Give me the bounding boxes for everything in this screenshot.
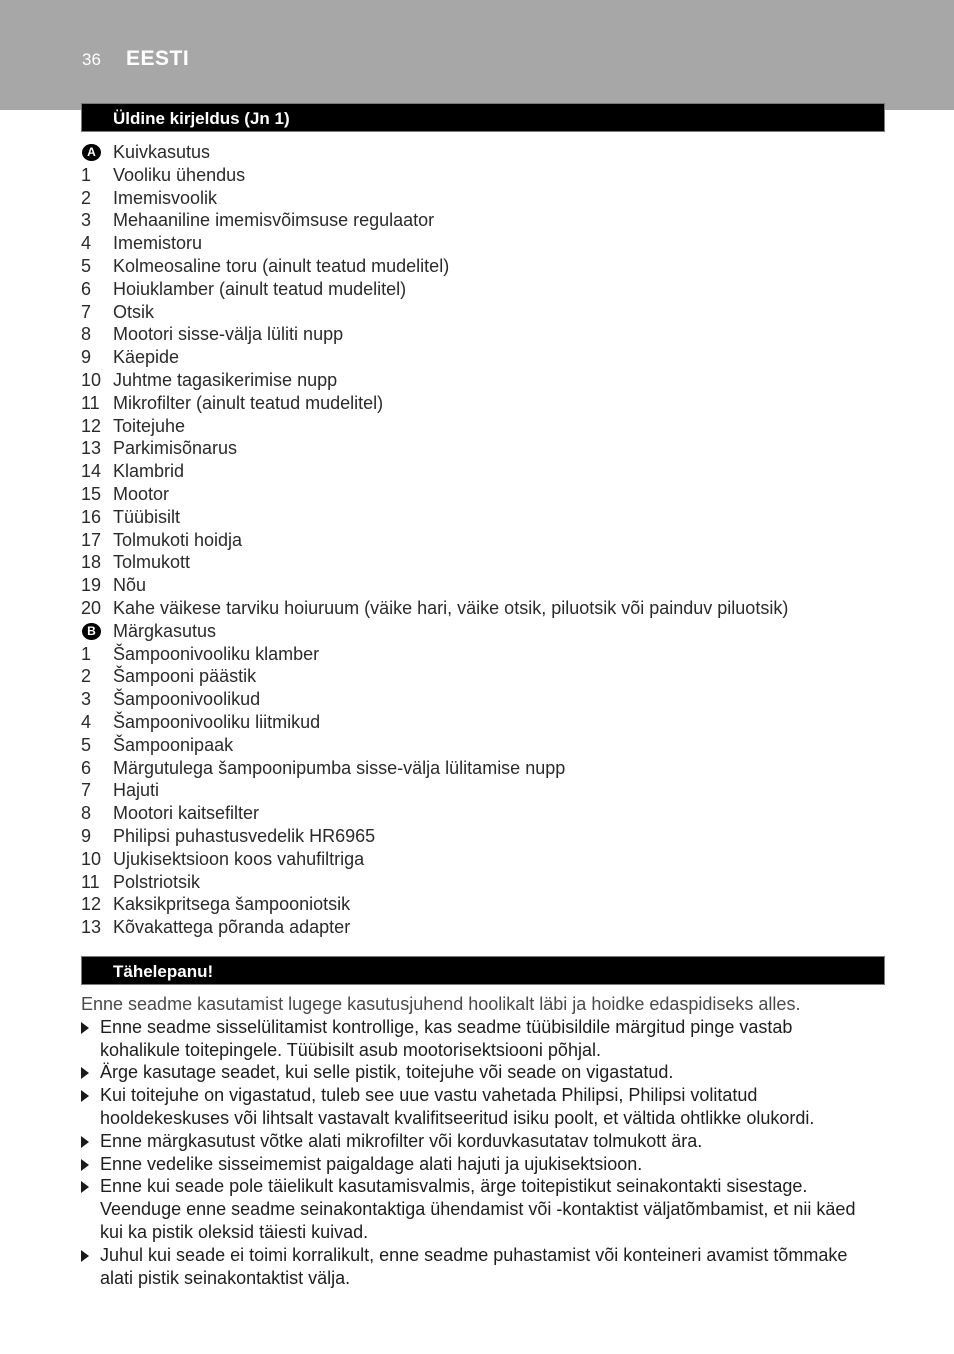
item-text: Philipsi puhastusvedelik HR6965 [113, 825, 376, 846]
item-number: 13 [81, 438, 102, 459]
item-text: Polstriotsik [113, 871, 201, 892]
item-number: 3 [81, 210, 92, 231]
item-text: Mootori sisse-välja lüliti nupp [113, 324, 344, 345]
warning-line: Enne vedelike sisseimemist paigaldage alati hajuti ja ujukisektsioon. [100, 1153, 643, 1174]
bullet-arrow-icon [81, 1136, 89, 1148]
bullet-arrow-icon [81, 1159, 89, 1171]
item-number: 12 [81, 894, 102, 915]
warning-bullet [81, 1084, 885, 1130]
warning-line: alati pistik seinakontaktist välja. [100, 1267, 351, 1288]
item-number: 8 [81, 324, 92, 345]
item-text: Juhtme tagasikerimise nupp [113, 369, 338, 390]
item-number: 7 [81, 301, 92, 322]
language-title: EESTI [126, 47, 190, 70]
attention-section [81, 993, 885, 1289]
section-heading-attention [81, 956, 885, 985]
item-number: 5 [81, 734, 92, 755]
item-number: 2 [81, 187, 92, 208]
page-number: 36 [82, 50, 101, 69]
item-number: 1 [81, 164, 92, 185]
intro-paragraph: Enne seadme kasutamist lugege kasutusjuhend hoolikalt läbi ja hoidke edaspidiseks alles. [81, 994, 801, 1014]
warning-line: Enne seadme sisselülitamist kontrollige, kas seadme tüübisildile märgitud pinge vastab [100, 1016, 793, 1037]
item-number: 20 [81, 597, 102, 618]
item-text: Klambrid [113, 461, 185, 482]
item-number: 13 [81, 917, 102, 938]
item-text: Ujukisektsioon koos vahufiltriga [113, 848, 365, 869]
bullet-arrow-icon [81, 1250, 89, 1262]
item-text: Tolmukott [113, 552, 191, 573]
item-number: 3 [81, 689, 92, 710]
item-text: Šampoonivooliku liitmikud [113, 711, 321, 732]
warning-line: Juhul kui seade ei toimi korralikult, enne seadme puhastamist või konteineri avamist tõmmake [100, 1244, 848, 1265]
item-text: Imemistoru [113, 233, 203, 254]
item-number: 11 [81, 392, 100, 413]
item-number: 17 [81, 529, 102, 550]
warning-bullet [81, 1061, 885, 1084]
item-text: Vooliku ühendus [113, 164, 246, 185]
item-text: Parkimisõnarus [113, 438, 238, 459]
warning-bullet [81, 1153, 885, 1176]
item-text: Kaksikpritsega šampooniotsik [113, 894, 351, 915]
item-text: Kahe väikese tarviku hoiuruum (väike hari, väike otsik, piluotsik või painduv piluotsik) [113, 597, 789, 618]
bullet-arrow-icon [81, 1067, 89, 1079]
item-text: Mikrofilter (ainult teatud mudelitel) [113, 392, 384, 413]
item-number: 7 [81, 780, 92, 801]
item-number: 18 [81, 552, 102, 573]
item-text: Imemisvoolik [113, 187, 218, 208]
item-text: Toitejuhe [113, 415, 186, 436]
item-text: Mootor [113, 483, 170, 504]
item-number: 9 [81, 825, 92, 846]
item-number: 16 [81, 506, 102, 527]
item-text: Šampooni päästik [113, 666, 257, 687]
item-text: Šampoonivoolikud [113, 689, 261, 710]
item-text: Šampoonivooliku klamber [113, 643, 320, 664]
section-heading-general-description [81, 103, 885, 132]
item-text: Käepide [113, 347, 180, 368]
item-text: Hajuti [113, 780, 160, 801]
warning-bullet [81, 1130, 885, 1153]
item-text: Kolmeosaline toru (ainult teatud mudelitel) [113, 255, 450, 276]
item-number: 4 [81, 233, 92, 254]
warning-line: Kui toitejuhe on vigastatud, tuleb see uue vastu vahetada Philipsi, Philipsi volitatud [100, 1085, 758, 1106]
warning-line: Enne märgkasutust võtke alati mikrofilter või korduvkasutatav tolmukott ära. [100, 1130, 703, 1151]
item-number: 11 [81, 871, 100, 892]
item-text: Otsik [113, 301, 155, 322]
warning-bullet [81, 1016, 885, 1062]
item-text: Märgutulega šampoonipumba sisse-välja lülitamise nupp [113, 757, 566, 778]
warning-line: kui ka pistik oleksid täiesti kuivad. [100, 1221, 369, 1242]
item-text: Kõvakattega põranda adapter [113, 917, 351, 938]
item-text: Mehaaniline imemisvõimsuse regulaator [113, 210, 435, 231]
section-heading-text: Üldine kirjeldus (Jn 1) [113, 109, 290, 128]
item-number: 8 [81, 803, 92, 824]
item-number: 4 [81, 711, 92, 732]
item-text: Hoiuklamber (ainult teatud mudelitel) [113, 278, 407, 299]
item-number: 1 [81, 643, 92, 664]
item-text: Tolmukoti hoidja [113, 529, 243, 550]
warning-line: kohalikule toitepingele. Tüübisilt asub mootorisektsiooni põhjal. [100, 1039, 601, 1060]
bullet-arrow-icon [81, 1090, 89, 1102]
warning-bullet [81, 1175, 885, 1243]
item-number: 15 [81, 483, 102, 504]
group-label: Kuivkasutus [113, 142, 211, 162]
bullet-arrow-icon [81, 1022, 89, 1034]
item-number: 14 [81, 461, 102, 482]
group-label: Märgkasutus [113, 620, 217, 641]
warning-line: Enne kui seade pole täielikult kasutamisvalmis, ärge toitepistikut seinakontakti sisestage. [100, 1176, 808, 1197]
warning-line: Veenduge enne seadme seinakontaktiga ühendamist või -kontaktist väljatõmbamist, et nii käed [100, 1199, 856, 1220]
item-number: 19 [81, 575, 102, 596]
item-text: Nõu [113, 575, 147, 596]
section-heading-text: Tähelepanu! [113, 962, 214, 981]
group-letter-badge: B [82, 623, 101, 640]
item-number: 10 [81, 369, 102, 390]
item-number: 12 [81, 415, 102, 436]
warning-line: hooldekeskuses või lihtsalt vastavalt kvalifitseeritud isiku poolt, et vältida ohtlikke olukordi. [100, 1107, 815, 1128]
warning-line: Ärge kasutage seadet, kui selle pistik, toitejuhe või seade on vigastatud. [100, 1062, 674, 1083]
item-number: 10 [81, 848, 102, 869]
group-letter-badge: A [82, 144, 101, 161]
bullet-arrow-icon [81, 1181, 89, 1193]
item-number: 6 [81, 278, 92, 299]
warning-bullet [81, 1244, 885, 1290]
item-text: Mootori kaitsefilter [113, 803, 260, 824]
item-number: 2 [81, 666, 92, 687]
item-number: 5 [81, 255, 92, 276]
item-text: Šampoonipaak [113, 734, 234, 755]
item-text: Tüübisilt [113, 506, 181, 527]
item-number: 6 [81, 757, 92, 778]
item-number: 9 [81, 347, 92, 368]
